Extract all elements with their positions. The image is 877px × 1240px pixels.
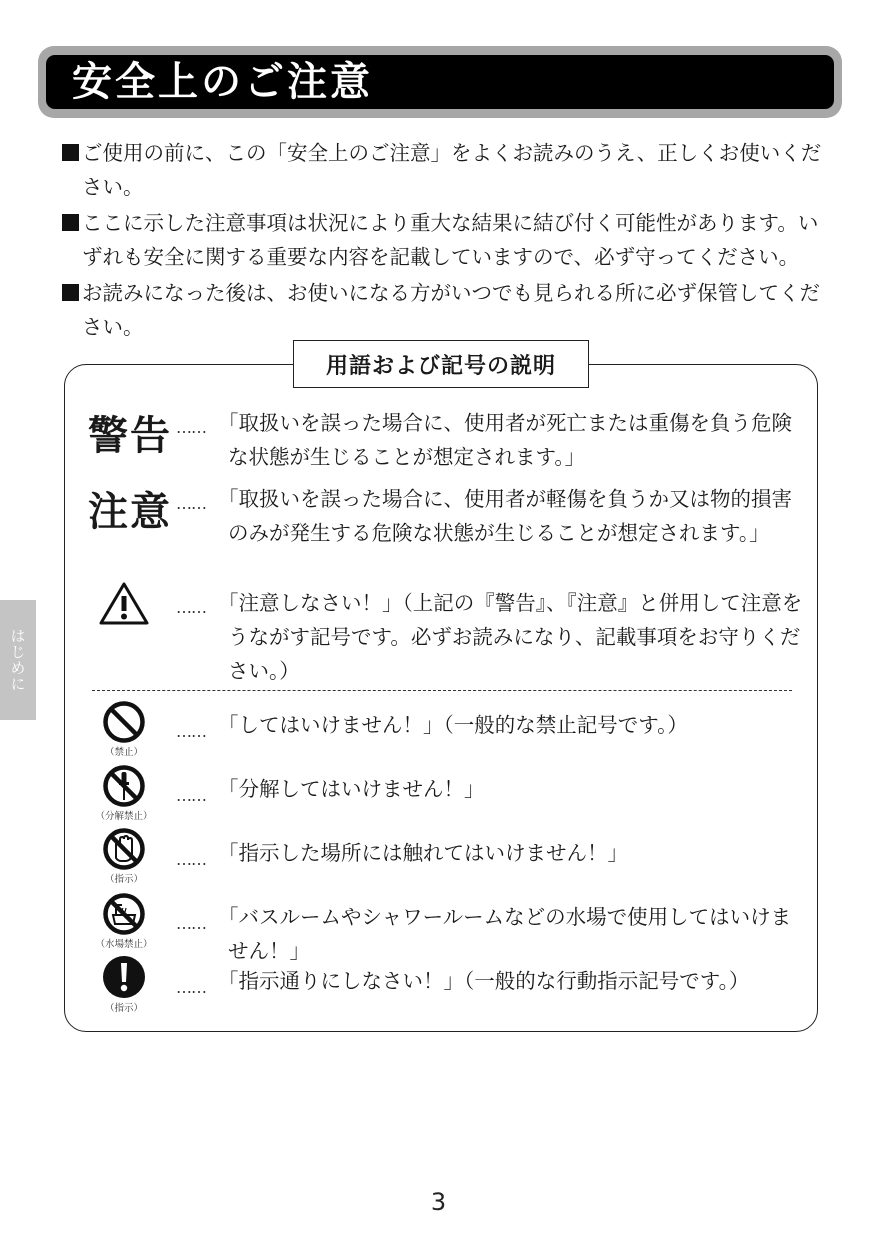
bullet-square-icon (62, 144, 79, 161)
no-wet-area-icon (102, 892, 146, 936)
page-title: 安全上のご注意 (72, 59, 373, 105)
page-number: 3 (430, 1188, 447, 1216)
intro-list (62, 136, 832, 346)
intro-item: ここに示した注意事項は状況により重大な結果に結び付く可能性があります。いずれも安全に関する重要な内容を記載していますので、必ず守ってください。 (62, 206, 832, 274)
term-warning-desc: 「取扱いを誤った場合に、使用者が死亡または重傷を負う危険な状態が生じることが想定されます。」 (218, 411, 792, 469)
no-disassembly-desc: 「分解してはいけません！」 (218, 777, 485, 801)
symbol-caption: （禁止） (104, 747, 143, 758)
leader-dots: …… (176, 494, 206, 513)
leader-dots: …… (176, 914, 206, 933)
side-tab (0, 600, 36, 720)
term-caution: 注意 (88, 489, 172, 535)
divider (92, 690, 792, 691)
no-disassembly-icon (102, 764, 146, 808)
leader-dots: …… (176, 978, 206, 997)
mandatory-action-icon (102, 955, 146, 999)
symbol-caption: （分解禁止） (95, 811, 153, 822)
no-touch-desc: 「指示した場所には触れてはいけません！」 (218, 841, 628, 865)
symbol-caption: （指示） (104, 1003, 143, 1014)
mandatory-action-desc: 「指示通りにしなさい！」（一般的な行動指示記号です。） (218, 969, 750, 993)
title-banner-inner (46, 55, 834, 109)
term-warning: 警告 (88, 413, 172, 459)
symbol-caption: （水場禁止） (95, 939, 153, 950)
no-wet-area-desc: 「バスルームやシャワールームなどの水場で使用してはいけません！」 (218, 905, 792, 963)
prohibition-icon (102, 700, 146, 744)
term-caution-desc: 「取扱いを誤った場合に、使用者が軽傷を負うか又は物的損害のみが発生する危険な状態が生じることが想定されます。」 (218, 487, 792, 545)
caution-triangle-icon (98, 580, 150, 626)
bullet-square-icon (62, 284, 79, 301)
leader-dots: …… (176, 786, 206, 805)
bullet-square-icon (62, 214, 79, 231)
leader-dots: …… (176, 722, 206, 741)
caution-symbol-desc: 「注意しなさい！」（上記の『警告』、『注意』と併用して注意をうながす記号です。必ずお読みになり、記載事項をお守りください。） (218, 591, 803, 683)
title-banner (38, 46, 842, 118)
no-touch-icon (102, 827, 146, 871)
intro-item: ご使用の前に、この「安全上のご注意」をよくお読みのうえ、正しくお使いください。 (62, 136, 832, 204)
leader-dots: …… (176, 418, 206, 437)
leader-dots: …… (176, 850, 206, 869)
symbol-caption: （指示） (104, 874, 143, 885)
intro-item: お読みになった後は、お使いになる方がいつでも見られる所に必ず保管してください。 (62, 276, 832, 344)
side-tab-label: はじめに (8, 628, 27, 692)
panel-title: 用語および記号の説明 (325, 353, 556, 379)
panel-title-box (293, 340, 589, 388)
leader-dots: …… (176, 598, 206, 617)
prohibition-desc: 「してはいけません！」（一般的な禁止記号です。） (218, 713, 688, 737)
